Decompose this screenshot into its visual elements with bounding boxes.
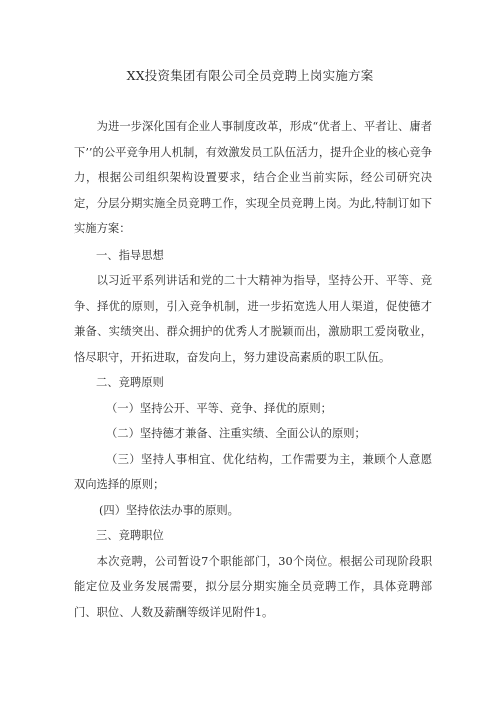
document-body — [74, 114, 432, 625]
intro-paragraph: 为进一步深化国有企业人事制度改革，形成“优者上、平者让、庸者下’’的公平竞争用人机制，有效激发员工队伍活力，提升企业的核心竞争力，根据公司组织架构设置要求，结合企业当前实际，经公司研究决定，分层分期实施全员竞聘工作，实现全员竞聘上岗。为此,特制订如下实施方案： — [74, 120, 432, 235]
principle-item: （一）坚持公开、平等、竞争、择优的原则； — [106, 401, 332, 415]
positions-paragraph: 本次竞聘，公司暂设7个职能部门，30个岗位。根据公司现阶段职能定位及业务发展需要，拟分层分期实施全员竞聘工作，具体竞聘部门、职位、人数及薪酬等级详见附件1。 — [74, 554, 432, 619]
section-heading-positions: 三、竞聘职位 — [96, 529, 164, 542]
principle-item: （二）坚持德才兼备、注重实绩、全面公认的原则； — [106, 427, 366, 440]
section-heading-guiding-ideology: 一、指导思想 — [96, 248, 164, 262]
guiding-ideology-paragraph: 以习近平系列讲话和党的二十大精神为指导，坚持公开、平等、竞争、择优的原则，引入竞争机制，进一步拓宽选人用人渠道，促使德才兼备、实绩突出、群众拥护的优秀人才脱颖而出，激励职工爱岗敬业，恪尽职守，开拓进取，奋发向上，努力建设高素质的职工队伍。 — [74, 274, 432, 364]
principle-item: (四）坚持依法办事的原则。 — [99, 503, 239, 517]
section-heading-principles: 二、竞聘原则 — [96, 376, 164, 389]
principle-item: （三）坚持人事相宜、优化结构，工作需要为主，兼顾个人意愿双向选择的原则； — [74, 452, 432, 491]
document-title: XX投资集团有限公司全员竞聘上岗实施方案 — [126, 68, 374, 83]
